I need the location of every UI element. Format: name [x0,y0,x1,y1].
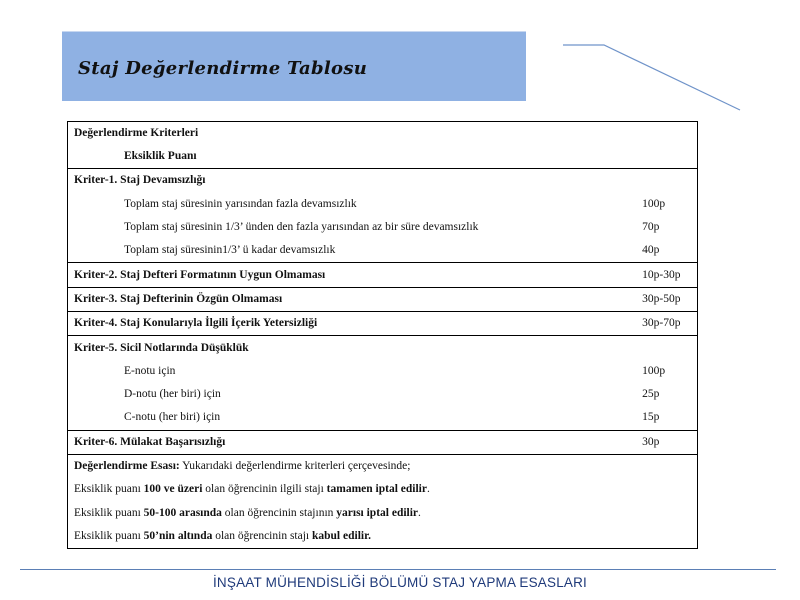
row-label: E-notu için [124,364,176,377]
criterion-2-score: 10p-30p [642,263,697,287]
table-header-row [68,122,698,146]
row-score: 70p [642,221,660,234]
evaluation-basis-text: Yukarıdaki değerlendirme kriterleri çerçevesinde; [179,460,411,472]
evaluation-line-row [68,478,698,501]
table-row [68,239,698,263]
criterion-2-title: Kriter-2. Staj Defteri Formatının Uygun Olmaması [68,263,643,287]
criterion-6-score: 30p [642,430,697,454]
line-end: . [418,506,421,519]
table-subheader-row [68,145,698,169]
row-score: 40p [642,244,660,257]
line-text: Eksiklik puanı [74,506,144,519]
criterion-5-row [68,336,698,360]
line-text: Eksiklik puanı [74,529,144,542]
table-row [68,406,698,430]
line-text: Eksiklik puanı [74,483,144,496]
evaluation-line-3 [68,525,698,549]
table-subheader: Eksiklik Puanı [124,150,197,163]
criterion-1-title: Kriter-1. Staj Devamsızlığı [68,169,698,193]
criterion-3-score: 30p-50p [642,287,697,311]
criterion-4-title: Kriter-4. Staj Konularıyla İlgili İçerik Yetersizliği [68,312,643,336]
line-threshold: 50’nin altında [143,529,213,542]
evaluation-line-row [68,501,698,524]
row-score: 15p [642,411,660,424]
line-result: kabul edilir. [312,529,372,542]
page-title: Staj Değerlendirme Tablosu [78,58,368,79]
table-row [68,383,698,406]
line-text: olan öğrencinin stajının [221,506,337,519]
criterion-5-title: Kriter-5. Sicil Notlarında Düşüklük [68,336,698,360]
criterion-4-score: 30p-70p [642,312,697,336]
line-result: tamamen iptal edilir [326,483,427,496]
row-label: C-notu (her biri) için [124,411,221,424]
row-label: Toplam staj süresinin yarısından fazla devamsızlık [124,197,357,210]
evaluation-line-2 [68,501,698,524]
row-label: Toplam staj süresinin 1/3’ ünden den fazla yarısından az bir süre devamsızlık [124,221,479,234]
criterion-6-row [68,430,698,454]
footer-divider [20,569,776,570]
row-label: D-notu (her biri) için [124,388,221,401]
row-score: 25p [642,388,660,401]
evaluation-line-1 [68,478,698,501]
line-end: . [426,483,430,496]
evaluation-basis [68,454,698,478]
criterion-4-row [68,312,698,336]
evaluation-line-row [68,525,698,549]
line-text: olan öğrencinin stajı [212,529,312,542]
criterion-2-row [68,263,698,287]
table-row [68,193,698,216]
evaluation-basis-label: Değerlendirme Esası: [74,460,180,472]
table-row [68,360,698,383]
criterion-3-row [68,287,698,311]
line-threshold: 100 ve üzeri [143,483,203,496]
criteria-table [67,121,698,549]
line-threshold: 50-100 arasında [143,506,222,519]
line-text: olan öğrencinin ilgili stajı [202,483,327,496]
table-header: Değerlendirme Kriterleri [74,127,199,139]
table-row [68,216,698,239]
criterion-6-title: Kriter-6. Mülakat Başarısızlığı [68,430,643,454]
line-result: yarısı iptal edilir [336,506,419,519]
row-score: 100p [642,197,666,210]
evaluation-basis-row [68,454,698,478]
row-score: 100p [642,364,666,377]
row-label: Toplam staj süresinin1/3’ ü kadar devamsızlık [124,244,336,257]
criterion-1-row [68,169,698,193]
footer-title: İNŞAAT MÜHENDİSLİĞİ BÖLÜMÜ STAJ YAPMA ESASLARI [212,575,588,590]
criterion-3-title: Kriter-3. Staj Defterinin Özgün Olmaması [68,287,643,311]
